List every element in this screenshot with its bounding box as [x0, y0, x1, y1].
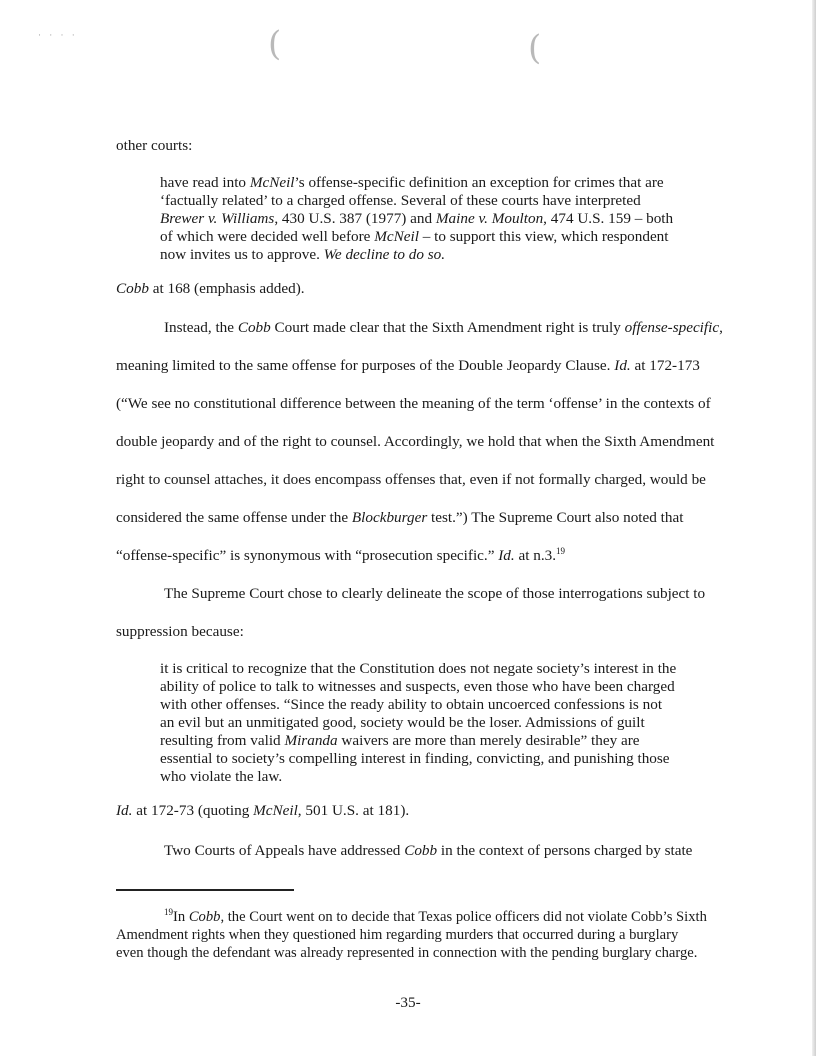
intro-line: other courts: — [116, 137, 193, 154]
footnote-ref-19: 19 — [556, 545, 566, 556]
scan-page-edge — [812, 0, 816, 1056]
footnote-number: 19 — [164, 907, 173, 918]
page-number: -35- — [395, 994, 421, 1011]
block-quote-1: have read into McNeil’s offense-specific definition an exception for crimes that are ‘factually related’ to a charged offense. Several of these courts have interpreted Brewer v. Williams, 430 U.S. 387 (1977) and Maine v. Moulton, 474 U.S. 159 – both of which were decided well before McNeil – to support this view, which respondent now invites us to approve. We decline to do so. — [160, 174, 674, 263]
citation-1: Cobb at 168 (emphasis added). — [116, 280, 305, 297]
scan-bracket-right: ( — [528, 28, 542, 68]
scan-bracket-left: ( — [268, 24, 282, 64]
paragraph-3: Two Courts of Appeals have addressed Cobb in the context of persons charged by state — [164, 842, 693, 859]
footnote-divider — [116, 889, 294, 891]
footnote-19: $^{19}$In Cobb, the Court went on to decide that Texas police officers did not violate Cobb’s Sixth Amendment rights when they questioned him regarding murders that occurred during a burglary even though the defendant was already represented in connection with the pending burglary charge. — [116, 907, 707, 961]
scan-speck: · · · · — [38, 30, 78, 40]
citation-2: Id. at 172-73 (quoting McNeil, 501 U.S. at 181). — [116, 802, 410, 819]
block-quote-2: it is critical to recognize that the Constitution does not negate society’s interest in the ability of police to talk to witnesses and suspects, even those who have been charged with other offenses. “Since the ready ability to obtain uncoerced confessions is not an evil but an unmitigated good, society would be the loser. Admissions of guilt resulting from valid Miranda waivers are more than merely desirable” they are essential to society’s compelling interest in finding, convicting, and punishing those who violate the law. — [160, 660, 677, 785]
